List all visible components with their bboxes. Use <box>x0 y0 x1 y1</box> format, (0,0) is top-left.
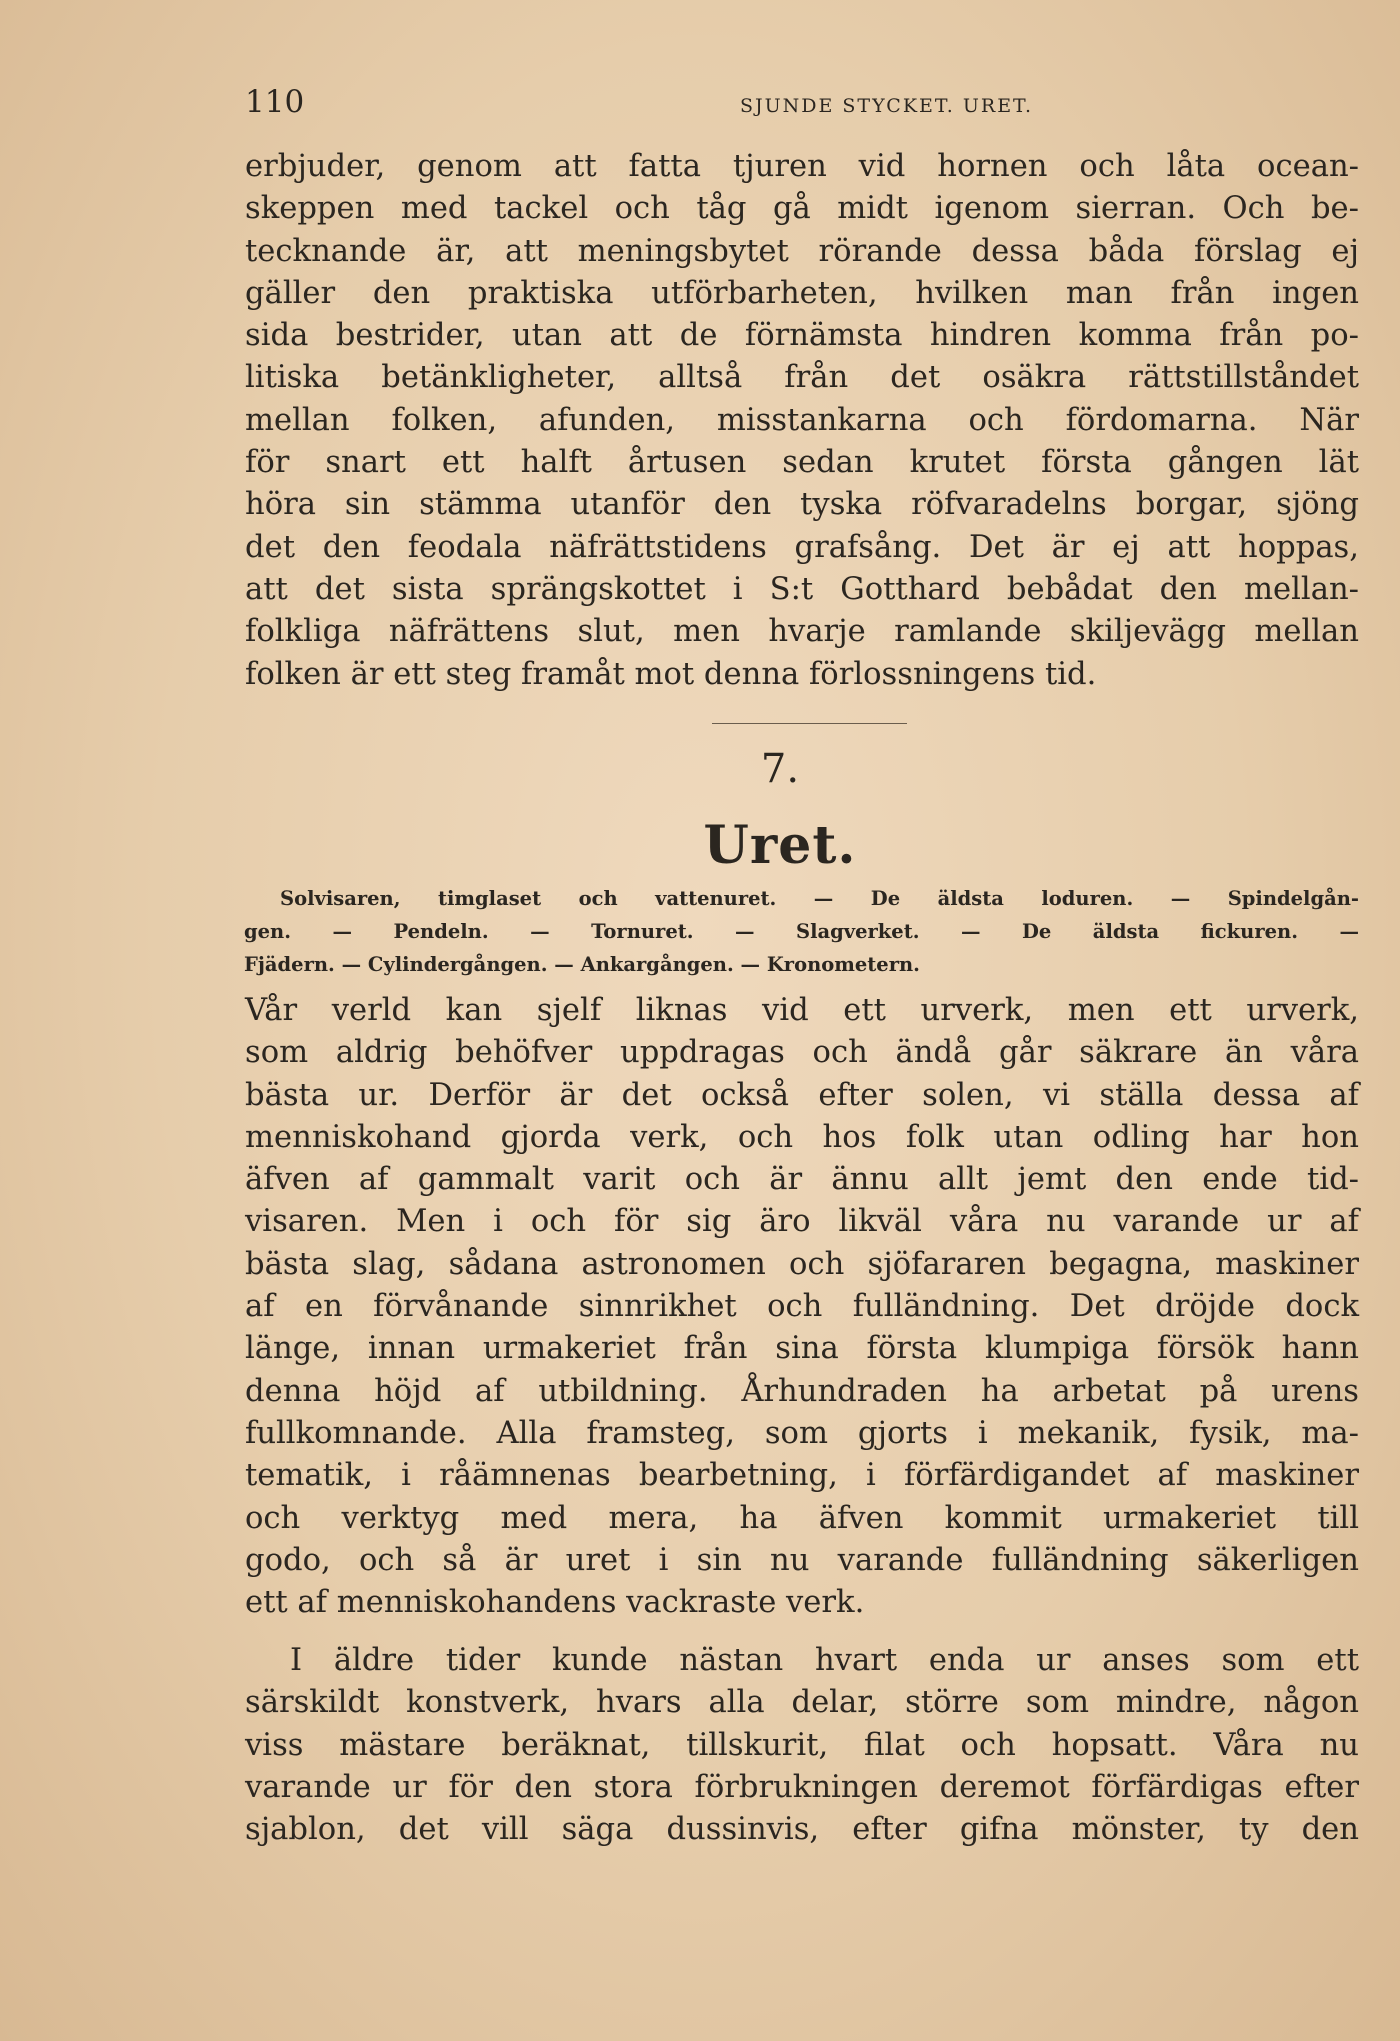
text-line: som aldrig behöfver uppdragas och ändå går säkrare än våra <box>245 1035 1359 1071</box>
text-line: tematik, i råämnenas bearbetning, i förfärdigandet af maskiner <box>245 1458 1359 1494</box>
text-line: tecknande är, att meningsbytet rörande dessa båda förslag ej <box>245 233 1359 269</box>
text-line: mellan folken, afunden, misstankarna och fördomarna. När <box>245 402 1359 438</box>
text-line: höra sin stämma utanför den tyska röfvaradelns borgar, sjöng <box>245 487 1359 523</box>
text-line: särskildt konstverk, hvars alla delar, större som mindre, någon <box>245 1685 1359 1721</box>
chapter-number: 7. <box>760 746 800 792</box>
text-line: det den feodala näfrättstidens grafsång. Det är ej att hoppas, <box>245 529 1359 565</box>
summary-line: Solvisaren, timglaset och vattenuret. — De äldsta loduren. — Spindelgån- <box>280 887 1359 910</box>
text-line: godo, och så är uret i sin nu varande fulländning säkerligen <box>245 1542 1359 1578</box>
text-line: sida bestrider, utan att de förnämsta hindren komma från po- <box>245 318 1359 354</box>
text-line: för snart ett halft årtusen sedan krutet första gången lät <box>245 445 1359 481</box>
text-line: visaren. Men i och för sig äro likväl våra nu varande ur af <box>245 1204 1359 1240</box>
text-line: denna höjd af utbildning. Århundraden ha arbetat på urens <box>245 1373 1359 1409</box>
summary-line: Fjädern. — Cylindergången. — Ankargången. — Kronometern. <box>244 953 920 976</box>
text-line: menniskohand gjorda verk, och hos folk utan odling har hon <box>245 1119 1359 1155</box>
text-line: sjablon, det vill säga dussinvis, efter gifna mönster, ty den <box>245 1812 1359 1848</box>
text-line: äfven af gammalt varit och är ännu allt jemt den ende tid- <box>245 1162 1359 1198</box>
text-line: folken är ett steg framåt mot denna förlossningens tid. <box>245 656 1097 692</box>
text-line: I äldre tider kunde nästan hvart enda ur anses som ett <box>290 1643 1359 1678</box>
chapter-title: Uret. <box>703 815 857 876</box>
text-line: länge, innan urmakeriet från sina första klumpiga försök hann <box>245 1331 1359 1367</box>
text-line: fullkomnande. Alla framsteg, som gjorts i mekanik, fysik, ma- <box>245 1415 1359 1451</box>
text-line: gäller den praktiska utförbarheten, hvilken man från ingen <box>245 275 1359 311</box>
text-line: viss mästare beräknat, tillskurit, filat och hopsatt. Våra nu <box>245 1727 1359 1763</box>
paragraph <box>245 990 1359 1624</box>
section-divider <box>712 723 907 724</box>
running-head: SJUNDE STYCKET. URET. <box>740 95 1033 117</box>
chapter-summary <box>244 882 1359 981</box>
page-number: 110 <box>245 84 305 120</box>
text-line: bästa ur. Derför är det också efter solen, vi ställa dessa af <box>245 1077 1359 1113</box>
text-line: att det sista sprängskottet i S:t Gotthard bebådat den mellan- <box>245 571 1359 607</box>
text-line: varande ur för den stora förbrukningen deremot förfärdigas efter <box>245 1769 1359 1805</box>
text-line: bästa slag, sådana astronomen och sjöfararen begagna, maskiner <box>245 1246 1359 1282</box>
paragraph <box>245 1640 1359 1851</box>
text-line: litiska betänkligheter, alltså från det osäkra rättstillståndet <box>245 360 1359 396</box>
paragraph-continued <box>245 146 1359 696</box>
text-line: af en förvånande sinnrikhet och fulländning. Det dröjde dock <box>245 1289 1359 1325</box>
text-line: erbjuder, genom att fatta tjuren vid hornen och låta ocean- <box>245 149 1359 184</box>
text-line: skeppen med tackel och tåg gå midt igenom sierran. Och be- <box>245 191 1359 227</box>
page-header <box>245 84 1340 124</box>
text-line: Vår verld kan sjelf liknas vid ett urverk, men ett urverk, <box>245 993 1359 1028</box>
text-line: ett af menniskohandens vackraste verk. <box>245 1585 865 1621</box>
summary-line: gen. — Pendeln. — Tornuret. — Slagverket. — De äldsta fickuren. — <box>244 920 1359 943</box>
text-line: och verktyg med mera, ha äfven kommit urmakeriet till <box>245 1500 1359 1536</box>
text-line: folkliga näfrättens slut, men hvarje ramlande skiljevägg mellan <box>245 614 1359 650</box>
